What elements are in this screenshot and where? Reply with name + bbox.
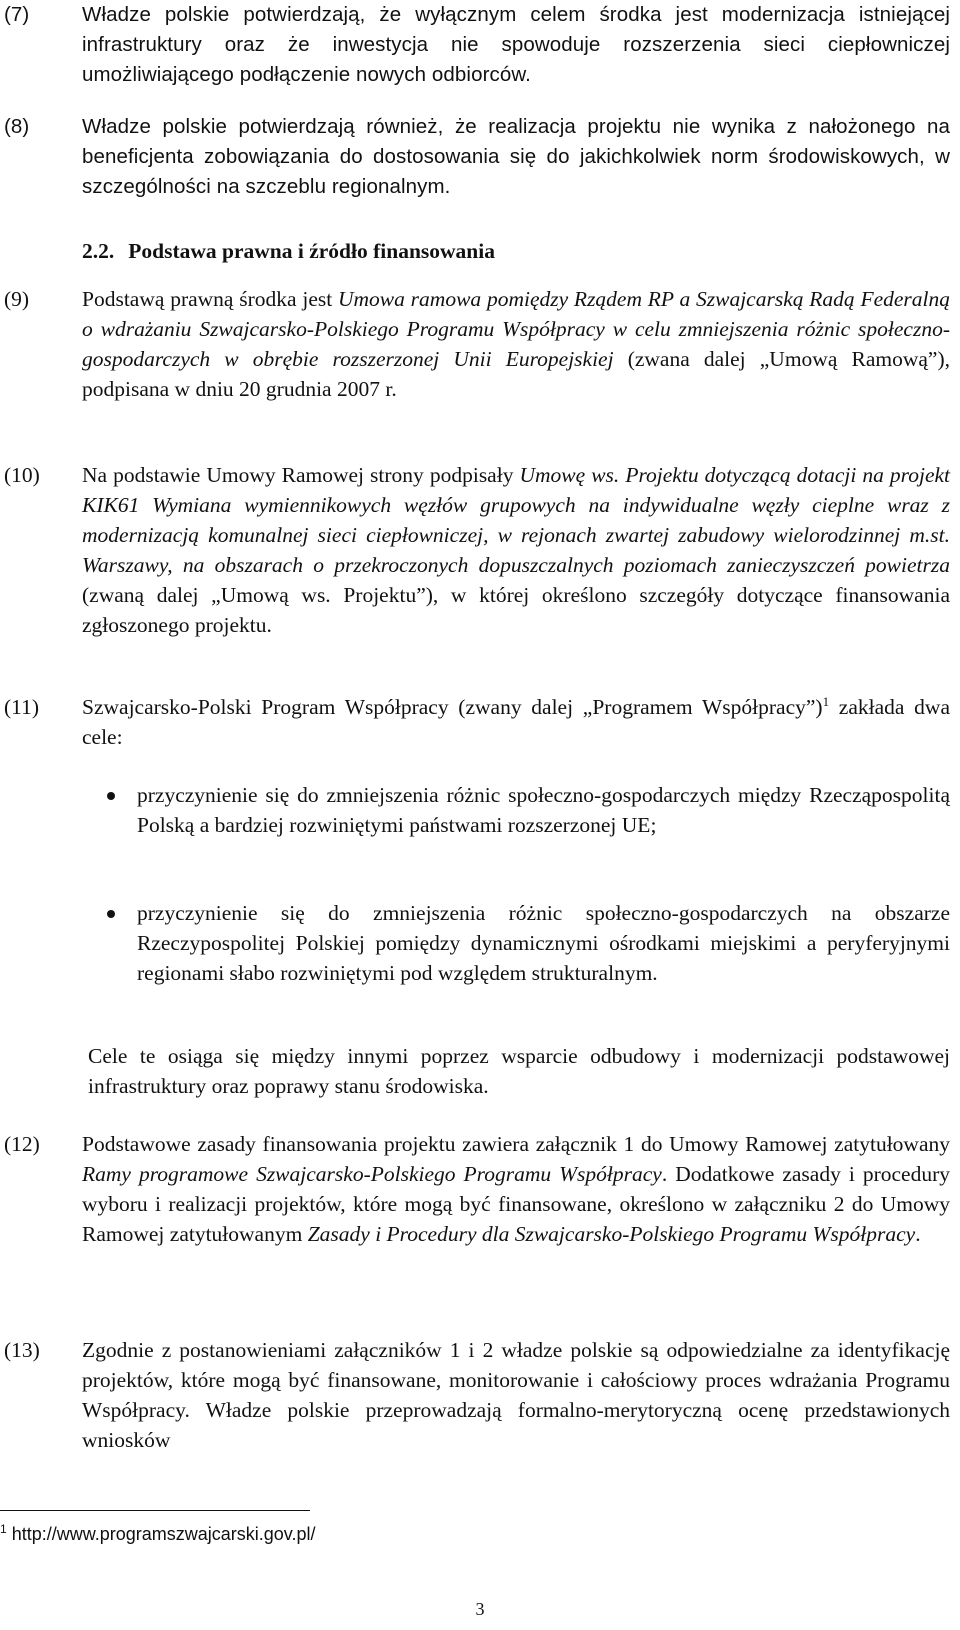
paragraph-text: Władze polskie potwierdzają, że wyłącznym celem środka jest modernizacja istniejącej infrastruktury oraz że inwestycja nie spowoduje rozszerzenia sieci ciepłowniczej umożliwiającego podłączenie nowych odbiorców.	[82, 3, 950, 86]
text-run: Szwajcarsko-Polski Program Współpracy (zwany dalej „Programem Współpracy”)	[82, 695, 823, 719]
footnote-reference: 1	[822, 693, 830, 709]
paragraph-number: (11)	[4, 695, 40, 719]
footnote-link[interactable]: http://www.programszwajcarski.gov.pl/	[6, 1524, 316, 1544]
footnote-number: 1	[0, 1522, 7, 1536]
paragraph-text	[82, 692, 950, 752]
footnote-separator	[0, 1510, 310, 1511]
italic-title: Umowę ws. Projektu dotyczącą dotacji na projekt KIK61 Wymiana wymiennikowych węzłów grupowych na indywidualne węzły cieplne wraz z modernizacją komunalnej sieci ciepłowniczej, w rejonach zwartej zabudowy wielorodzinnej m.st. Warszawy, na obszarach o przekroczonych dopuszczalnych poziomach zanieczyszczeń powietrza	[82, 463, 950, 577]
closing-paragraph: Cele te osiąga się między innymi poprzez wsparcie odbudowy i modernizacji podstawowej infrastruktury oraz poprawy stanu środowiska.	[88, 1044, 950, 1098]
page-number: 3	[475, 1599, 485, 1619]
paragraph-text: Władze polskie potwierdzają również, że realizacja projektu nie wynika z nałożonego na beneficjenta zobowiązania do dostosowania się do jakichkolwiek norm środowiskowych, w szczególności na szczeblu regionalnym.	[82, 115, 950, 198]
paragraph-9	[0, 284, 960, 404]
bullet-icon	[107, 792, 115, 800]
list-item	[0, 898, 960, 988]
paragraph-number: (13)	[4, 1338, 40, 1362]
paragraph-8	[0, 112, 960, 202]
paragraph-number: (8)	[4, 115, 30, 138]
paragraph-text	[82, 460, 950, 640]
paragraph-text	[82, 284, 950, 404]
section-heading	[82, 236, 495, 266]
text-run: .	[915, 1222, 921, 1246]
section-title: Podstawa prawna i źródło finansowania	[128, 239, 495, 263]
list-item	[0, 780, 960, 840]
text-run: Podstawą prawną środka jest	[82, 287, 338, 311]
paragraph-12	[0, 1129, 960, 1249]
paragraph-text	[82, 1129, 950, 1249]
italic-title: Ramy programowe Szwajcarsko-Polskiego Programu Współpracy	[82, 1162, 662, 1186]
paragraph-11	[0, 692, 960, 752]
text-run: (zwaną dalej „Umową ws. Projektu”), w której określono szczegóły dotyczące finansowania zgłoszonego projektu.	[82, 583, 950, 637]
list-item-text: przyczynienie się do zmniejszenia różnic społeczno-gospodarczych na obszarze Rzeczypospolitej Polskiej pomiędzy dynamicznymi ośrodkami miejskimi a peryferyjnymi regionami słabo rozwiniętymi pod względem strukturalnym.	[137, 901, 950, 985]
paragraph-number: (9)	[4, 287, 30, 311]
paragraph-number: (7)	[4, 3, 30, 26]
paragraph-number: (12)	[4, 1132, 40, 1156]
text-run: Na podstawie Umowy Ramowej strony podpisały	[82, 463, 520, 487]
bullet-icon	[107, 910, 115, 918]
text-run: Podstawowe zasady finansowania projektu zawiera załącznik 1 do Umowy Ramowej zatytułowany	[82, 1132, 950, 1156]
list-item-text: przyczynienie się do zmniejszenia różnic społeczno-gospodarczych między Rzecząpospolitą Polską a bardziej rozwiniętymi państwami rozszerzonej UE;	[137, 783, 950, 837]
paragraph-number: (10)	[4, 463, 40, 487]
paragraph-7	[0, 0, 960, 90]
text-run: . Dodatkowe zasady i procedury wyboru i realizacji projektów, które mogą być finansowane, określono w załączniku 2 do Umowy Ramowej zatytułowanym	[82, 1162, 950, 1246]
italic-title: Umowa ramowa pomiędzy Rządem RP a Szwajcarską Radą Federalną o wdrażaniu Szwajcarsko-Polskiego Programu Współpracy w celu zmniejszenia różnic społeczno-gospodarczych w obrębie rozszerzonej Unii Europejskiej	[82, 287, 950, 371]
paragraph-13	[0, 1335, 960, 1455]
paragraph-10	[0, 460, 960, 640]
paragraph-text: Zgodnie z postanowieniami załączników 1 i 2 władze polskie są odpowiedzialne za identyfikację projektów, które mogą być finansowane, monitorowanie i całościowy proces wdrażania Programu Współpracy. Władze polskie przeprowadzają formalno-merytoryczną ocenę przedstawionych wniosków	[82, 1338, 950, 1452]
italic-title: Zasady i Procedury dla Szwajcarsko-Polskiego Programu Współpracy	[307, 1222, 916, 1246]
text-run: zakłada dwa cele:	[82, 695, 950, 749]
section-number: 2.2.	[82, 239, 115, 263]
text-run: (zwana dalej „Umową Ramową”), podpisana w dniu 20 grudnia 2007 r.	[82, 347, 950, 401]
footnote	[0, 1519, 315, 1549]
